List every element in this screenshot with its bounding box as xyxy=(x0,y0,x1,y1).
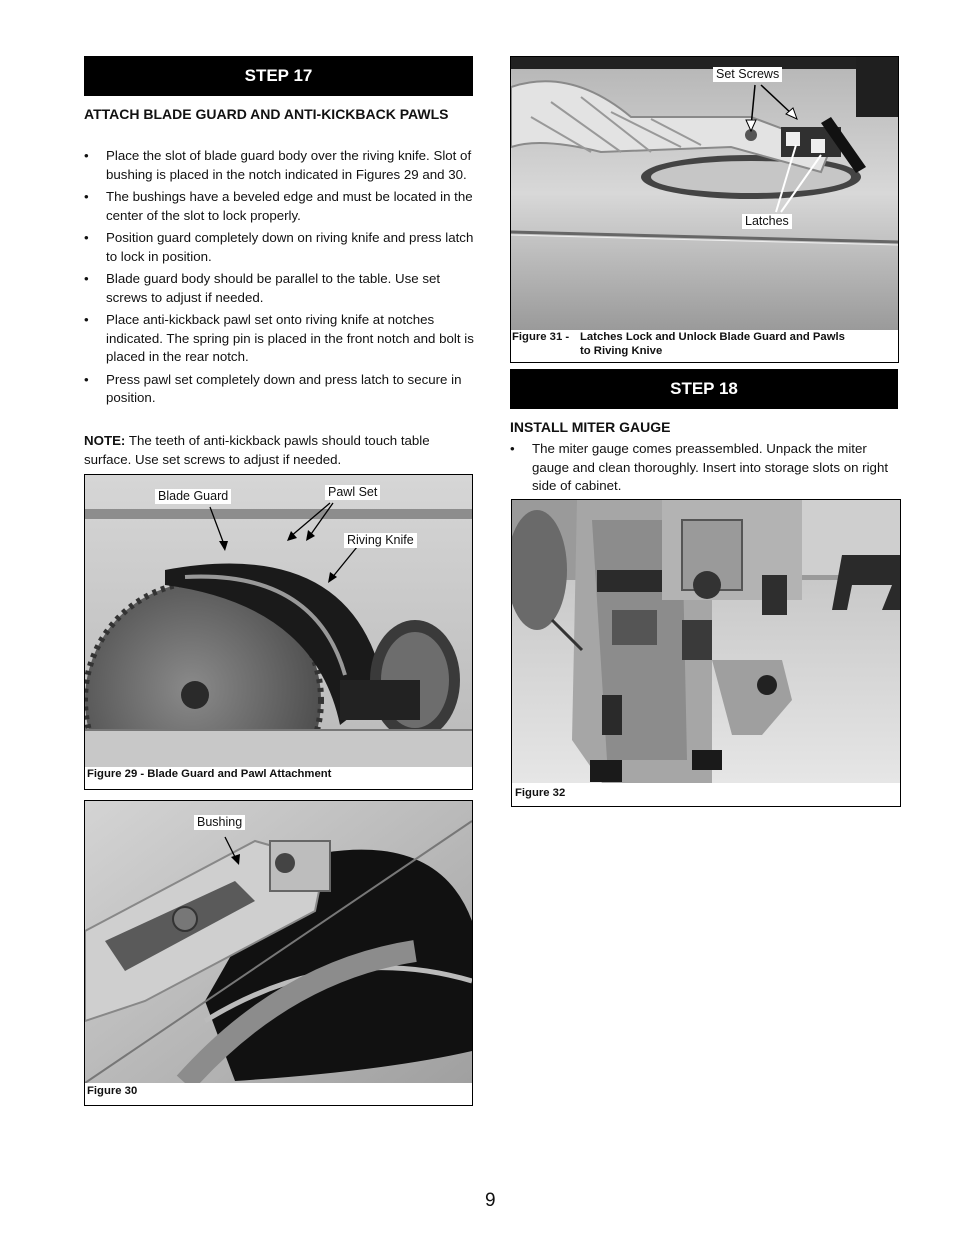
bullet-icon: • xyxy=(84,371,89,387)
latches-label: Latches xyxy=(742,214,792,229)
figure-31 xyxy=(510,56,899,363)
step-18-header xyxy=(510,369,898,409)
list-item: • Place the slot of blade guard body over the riving knife. Slot of bushing is placed in the notch indicated in Figures 29 and 30. xyxy=(84,148,472,182)
figure-32 xyxy=(511,499,901,807)
bullet-icon: • xyxy=(84,271,89,286)
figure-31-caption-line-1: Latches Lock and Unlock Blade Guard and Pawls xyxy=(580,331,845,343)
bullet-icon: • xyxy=(510,441,515,456)
step-17-title: STEP 17 xyxy=(244,66,313,85)
bullet-icon: • xyxy=(84,230,89,245)
list-item: • Place anti-kickback pawl set onto riving knife at notches indicated. The spring pin is placed in the front notch and bolt is placed in the rear notch. xyxy=(84,312,474,364)
figure-29 xyxy=(84,474,473,790)
blade-guard-label: Blade Guard xyxy=(155,489,231,504)
figure-30-caption: Figure 30 xyxy=(87,1085,138,1097)
step-17-header xyxy=(84,56,473,96)
note-label: NOTE: xyxy=(84,433,126,448)
riving-knife-label: Riving Knife xyxy=(344,533,417,548)
list-item: • The miter gauge comes preassembled. Unpack the miter gauge and clean thoroughly. Insert into storage slots on right side of cabinet. xyxy=(510,441,889,493)
bullet-icon: • xyxy=(84,189,89,204)
bullet-icon: • xyxy=(84,148,89,163)
bullet-icon: • xyxy=(84,312,89,327)
note-text: The teeth of anti-kickback pawls should touch table surface. Use set screws to adjust if needed. xyxy=(84,433,430,467)
figure-30 xyxy=(84,800,473,1106)
figure-31-caption-prefix: Figure 31 - xyxy=(512,331,570,343)
figure-32-photo xyxy=(512,500,900,783)
figure-32-caption: Figure 32 xyxy=(515,787,566,799)
figure-31-caption-line-2: to Riving Knive xyxy=(580,345,663,357)
step-17-bullet-list xyxy=(84,147,474,412)
list-item: • Blade guard body should be parallel to the table. Use set screws to adjust if needed. xyxy=(84,271,441,305)
figure-30-photo xyxy=(85,801,472,1083)
list-item: • Press pawl set completely down and press latch to secure in position. xyxy=(84,371,462,405)
step-18-title: STEP 18 xyxy=(670,379,738,398)
step-17-heading: ATTACH BLADE GUARD AND ANTI-KICKBACK PAWLS xyxy=(84,106,449,122)
page-number: 9 xyxy=(485,1190,496,1211)
pawl-set-label: Pawl Set xyxy=(325,485,380,500)
list-item: • The bushings have a beveled edge and must be located in the center of the slot to lock properly. xyxy=(84,189,473,223)
figure-29-caption: Figure 29 - Blade Guard and Pawl Attachment xyxy=(87,768,332,780)
step-18-bullet-list xyxy=(510,440,900,500)
step-17-note xyxy=(84,431,474,469)
step-18-heading: INSTALL MITER GAUGE xyxy=(510,419,671,435)
figure-31-photo xyxy=(511,57,898,330)
set-screws-label: Set Screws xyxy=(713,67,782,82)
bushing-label: Bushing xyxy=(194,815,245,830)
list-item: • Position guard completely down on riving knife and press latch to lock in position. xyxy=(84,230,474,264)
figure-29-photo xyxy=(85,475,472,767)
